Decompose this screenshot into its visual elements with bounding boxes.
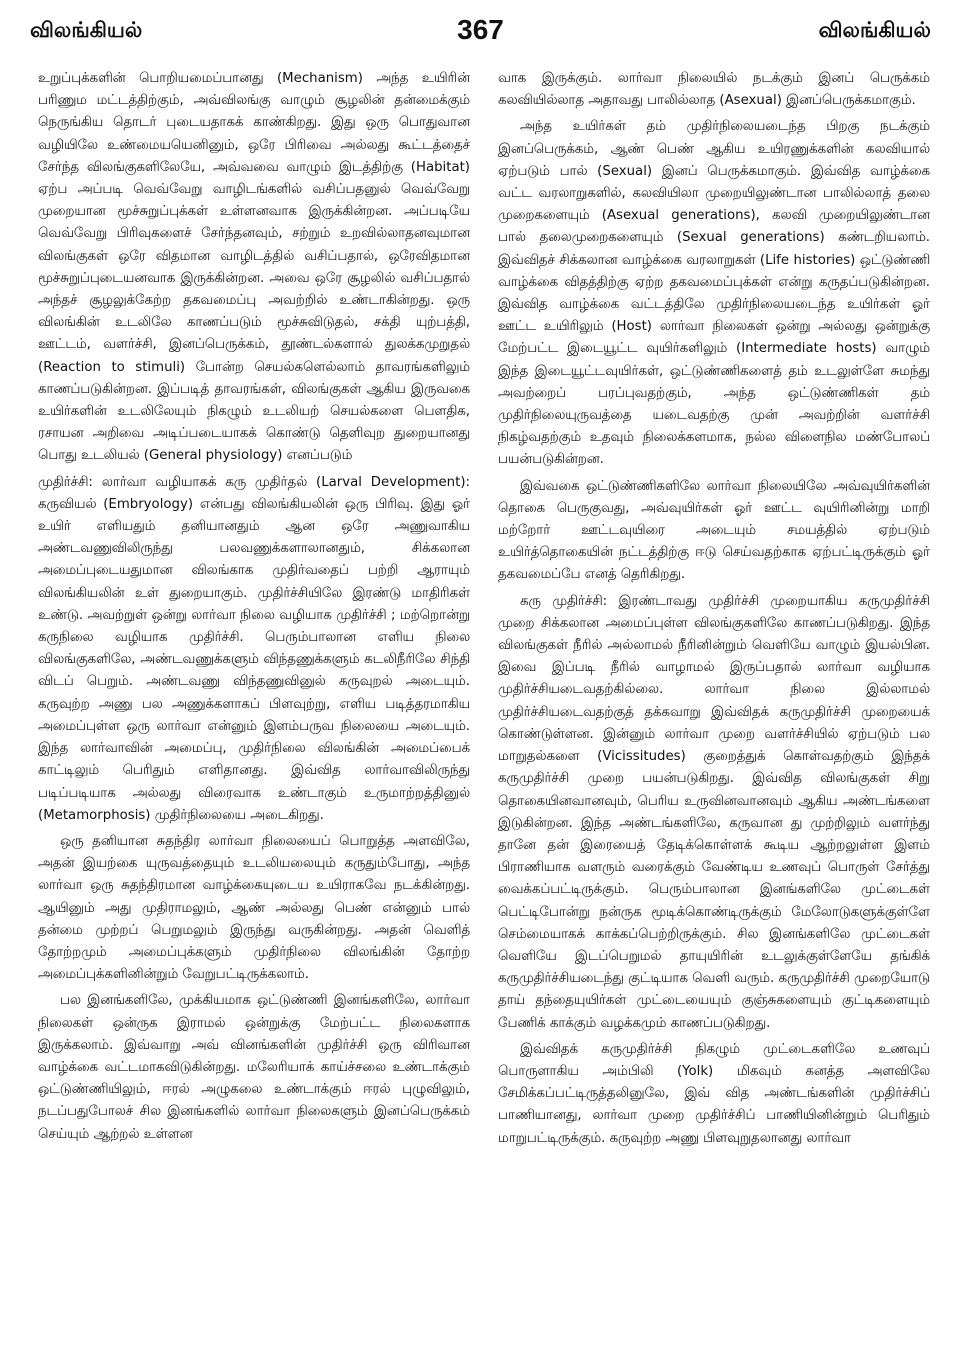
page-number: 367 [457,14,504,45]
paragraph: கரு முதிர்ச்சி: இரண்டாவது முதிர்ச்சி முறையாகிய கருமுதிர்ச்சி முறை சிக்கலான அமைப்புள்ள விலங்குகளிலே காணப்படுகிறது. இந்த விலங்குகள் நீரில் அல்லாமல் நீரினின்றும் வெளியே வாழும் இயல்பின. இவை இப்படி நீரில் வாழாமல் இருப்பதால் லார்வா வழியாக முதிர்ச்சியடைவதற்கில்லை. லார்வா நிலை இல்லாமல் முதிர்ச்சியடைவதற்குத் தக்கவாறு இவ்விதக் கருமுதிர்ச்சி முறையைக் கொண்டுள்ளன. இன்னும் லார்வா முறை வளர்ச்சியில் ஏற்படும் பல மாறுதல்களை (Vicissitudes) குறைத்துக் கொள்வதற்கும் இந்தக் கருமுதிர்ச்சி முறை பயன்படுகிறது. இவ்வித விலங்குகள் சிறு தொகையினவானவும், பெரிய உருவினவானவும் ஆகிய அண்டங்களை இடுகின்றன. இந்த அண்டங்களிலே, கருவான து முற்றிலும் வளர்ந்து தானே தன் இரையைத் தேடிக்கொள்ளக் கூடிய ஆற்றலுள்ள இளம் பிராணியாக வளரும் வரைக்கும் வேண்டிய உணவுப் பொருள் சேர்த்து வைக்கப்பட்டிருக்கும். பெரும்பாலான இனங்களிலே முட்டைகள் பெட்டிபோன்று நன்ருக மூடிக்கொண்டிருக்கும் மேலோடுகளுக்குள்ளே செம்மையாகக் காக்கப்பெற்றிருக்கும். சில இனங்களிலே முட்டைகள் வெளியே இடப்பெறுமல் தாயுயிரின் உடலுக்குள்ளேயே தங்கிக் கருமுதிர்ச்சியடைந்து குட்டியாக வெளி வரும். கருமுதிர்ச்சி முறையோடு தாய் தந்தையுயிர்கள் முட்டையையும் குஞ்சுகளையும் குட்டிகளையும் பேணிக் காக்கும் வழக்கமும் காணப்படுகிறது. [498,593,930,1031]
paragraph: உறுப்புக்களின் பொறியமைப்பானது (Mechanism) அந்த உயிரின் பரிணும மட்டத்திற்கும், அவ்விலங்கு வாழும் சூழலின் தன்மைக்கும் நெருங்கிய தொடர் புடையதாகக் காண்கிறது. இது ஒரு பொதுவான வழியிலே உண்மையயெனினும், ஒரே பிரிவை அல்லது கூட்டத்தைச் சேர்ந்த விலங்குகளிலேயே, அவ்வவை வாழும் இடத்திற்கு (Habitat) ஏற்ப அப்படி வெவ்வேறு வாழிடங்களில் வசிப்பதனுல் வெவ்வேறு முறையான மூச்சுறுப்புக்கள் உள்ளனவாக இருக்கின்றன. அப்படியே வெவ்வேறு பிரிவுகளைச் சேர்ந்தனவும், சற்றும் உறவில்லாதனவுமான விலங்குகள் ஒரே விதமான வாழிடத்தில் வசிப்பதால், ஒரேவிதமான மூச்சுறுப்புடையனவாக இருக்கின்றன. அவை ஒரே சூழலில் வசிப்பதால் அந்தச் சூழலுக்கேற்ற தகவமைப்பு அவற்றில் உண்டாகின்றது. ஒரு விலங்கின் உடலிலே காணப்படும் மூச்சுவிடுதல், சக்தி யுற்பத்தி, ஊட்டம், வளர்ச்சி, இனப்பெருக்கம், தூண்டல்களால் துலக்கமுறுதல் (Reaction to stimuli) போன்ற செயல்களெல்லாம் தாவரங்களிலும் காணப்படுகின்றன. இப்படித் தாவரங்கள், விலங்குகள் ஆகிய இருவகை உயிர்களின் உடலிலேயும் நிகழும் உடலியற் செயல்களை பௌதிக, ரசாயன அறிவை அடிப்படையாகக் கொண்டு தெளிவுற துறையானது பொது உடலியல் (General physiology) எனப்படும் [38,71,470,464]
text-columns [38,68,931,1352]
right-column [498,68,930,1352]
paragraph: பல இனங்களிலே, முக்கியமாக ஒட்டுண்ணி இனங்களிலே, லார்வா நிலைகள் ஒன்ருக இராமல் ஒன்றுக்கு மேற்பட்ட நிலைகளாக இருக்கலாம். இவ்வாறு அவ் வினங்களின் முதிர்ச்சி ஒரு விரிவான வாழ்க்கை வட்டமாகவிடுகின்றது. மலேரியாக் காய்ச்சலை உண்டாக்கும் ஒட்டுண்ணியிலும், ஈரல் அழுகலை உண்டாக்கும் ஈரல் புழுவிலும், நடப்பதுபோலச் சில இனங்களில் லார்வா நிலைகளும் இனப்பெருக்கம் செய்யும் ஆற்றல் உள்ளன [38,993,470,1142]
left-column [38,68,470,1352]
paragraph: வாக இருக்கும். லார்வா நிலையில் நடக்கும் இனப் பெருக்கம் கலவியில்லாத அதாவது பாலில்லாத (Asexual) இனப்பெருக்கமாகும். [498,71,930,109]
paragraph: ஒரு தனியான சுதந்திர லார்வா நிலையைப் பொறுத்த அளவிலே, அதன் இயற்கை யுருவத்தையும் உடலியலையும் கருதும்போது, அந்த லார்வா ஒரு சுதந்திரமான வாழ்க்கையுடைய உயிராகவே நடக்கின்றது. ஆயினும் அது முதிராமலும், ஆண் அல்லது பெண் என்னும் பால் தன்மை முற்றப் பெறுமலும் இருந்து வருகின்றது. அதன் வெளித் தோற்றமும் அமைப்புக்களும் முதிர்நிலை விலங்கின் தோற்ற அமைப்புக்களினின்றும் வேறுபட்டிருக்கலாம். [38,833,470,983]
paragraph: இவ்விதக் கருமுதிர்ச்சி நிகழும் முட்டைகளிலே உணவுப் பொருளாகிய அம்பிலி (Yolk) மிகவும் கனத்த அளவிலே சேமிக்கப்பட்டிருத்தலினுலே, இவ் வித அண்டங்களின் முதிர்ச்சிப் பாணியானது, லார்வா முறை முதிர்ச்சிப் பாணியினின்றும் பெரிதும் மாறுபட்டிருக்கும். கருவுற்ற அணு பிளவுறுதலானது லார்வா [498,1041,930,1146]
paragraph: அந்த உயிர்கள் தம் முதிர்நிலையடைந்த பிறகு நடக்கும் இனப்பெருக்கம், ஆண் பெண் ஆகிய உயிரணுக்களின் கலவியால் ஏற்படும் பால் (Sexual) இனப் பெருக்கமாகும். இவ்வித வாழ்க்கை வட்ட வரலாறுகளில், கலவியிலா முறையிலுண்டான பாலில்லாத் தலை முறைகளையும் (Asexual generations), கலவி முறையிலுண்டான பால் தலைமுறைகளையும் (Sexual generations) கண்டறியலாம். இவ்விதச் சிக்கலான வாழ்க்கை வரலாறுகள் (Life histories) ஒட்டுண்ணி வாழ்க்கை விதத்திற்கு ஏற்ற தகவமைப்புக்கள் என்று கருதப்படுகின்றன. இவ்வித வாழ்க்கை வட்டத்திலே முதிர்நிலையடைந்த உயிர்கள் ஓர் ஊட்ட உயிரிலும் (Host) லார்வா நிலைகள் ஒன்று அல்லது ஒன்றுக்கு மேற்பட்ட இடையூட்ட வுயிர்களிலும் (Intermediate hosts) வாழும் இந்த இடையூட்டவுயிர்கள், ஒட்டுண்ணிகளைத் தம் உடலுள்ளே சுமந்து அவற்றைப் பரப்புவதற்கும், அந்த ஒட்டுண்ணிகள் தம் முதிர்நிலையுருவத்தை யடைவதற்கு முன் அவற்றின் வளர்ச்சி நிகழ்வதற்கும் உதவும் நிலைக்களமாக, நல்ல விளைநில மண்போலப் பயன்படுகின்றன. [498,119,930,468]
paragraph: முதிர்ச்சி: லார்வா வழியாகக் கரு முதிர்தல் (Larval Development): கருவியல் (Embryology) என்பது விலங்கியலின் ஒரு பிரிவு. இது ஓர் உயிர் எளியதும் தனியானதும் ஆன ஒரே அணுவாகிய அண்டவணுவிலிருந்து பலவணுக்களாலானதும், சிக்கலான அமைப்புடையதுமான விலங்காக முதிர்வதைப் பற்றி ஆராயும் விலங்கியலின் உள் துறையாகும். முதிர்ச்சியிலே இரண்டு மாதிரிகள் உண்டு. அவற்றுள் ஒன்று லார்வா நிலை வழியாக முதிர்ச்சி ; மற்றொன்று கருநிலை வழியாக முதிர்ச்சி. பெரும்பாலான எளிய நிலை விலங்குகளிலே, அண்டவணுக்களும் விந்தணுக்களும் கடலிநீரிலே சிந்தி விடப் பெறும். அண்டவணு விந்தணுவினுல் கருவுறல் அடையும். கருவுற்ற அணு பல அணுக்களாகப் பிளவுற்று, எளிய படித்தரமாகிய அமைப்புள்ள ஒரு லார்வா என்னும் இளம்பருவ நிலையை அடையும். இந்த லார்வாவின் அமைப்பு, முதிர்நிலை விலங்கின் அமைப்பைக் காட்டிலும் பெரிதும் எளிதானது. இவ்வித லார்வாவிலிருந்து படிப்படியாக அல்லது விரைவாக உண்டாகும் உருமாற்றத்தினுல் (Metamorphosis) முதிர்நிலையை அடைகிறது. [38,474,470,823]
running-head-left: விலங்கியல் [30,18,143,42]
paragraph: இவ்வகை ஒட்டுண்ணிகளிலே லார்வா நிலையிலே அவ்வுயிர்களின் தொகை பெருகுவது, அவ்வுயிர்கள் ஓர் ஊட்ட வுயிரினின்று மாறி மற்றோர் ஊட்டவுயிரை அடையும் சமயத்தில் ஏற்படும் உயிர்த்தொகையின் நட்டத்திற்கு ஈடு செய்வதற்காக ஏற்பட்டிருக்கும் ஓர் தகவமைப்பே எனத் தெரிகிறது. [498,478,930,583]
running-head-right: விலங்கியல் [818,18,931,42]
page-header [30,14,931,54]
